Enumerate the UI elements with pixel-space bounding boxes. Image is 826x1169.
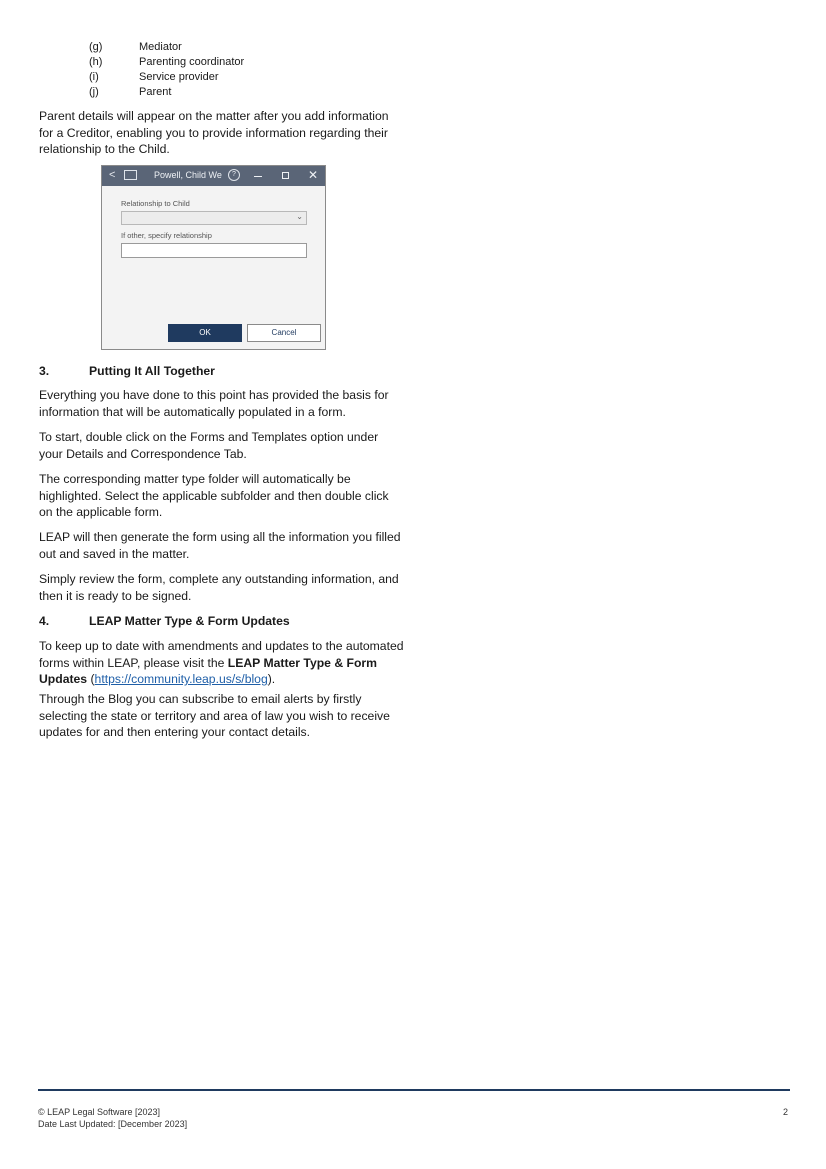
- updates-bold: LEAP Matter Type & Form Updates: [39, 655, 377, 686]
- dialog-title: Powell, Child We: [154, 170, 222, 180]
- relationship-select[interactable]: [121, 211, 307, 225]
- list-item-text: Service provider: [139, 71, 219, 83]
- section-title: Putting It All Together: [89, 364, 215, 378]
- dialog-titlebar: [102, 166, 325, 186]
- paragraph: The corresponding matter type folder will automatically be highlighted. Select the applicable subfolder and then double click on the applicable form.: [39, 472, 389, 519]
- updates-paragraph: [39, 638, 407, 688]
- list-item-label: (j): [89, 86, 99, 98]
- paragraph: LEAP will then generate the form using all the information you filled out and saved in the matter.: [39, 530, 401, 561]
- cancel-button[interactable]: Cancel: [247, 324, 321, 342]
- back-icon[interactable]: <: [109, 169, 116, 181]
- section-number: 3.: [39, 364, 50, 378]
- relationship-dialog: [101, 165, 326, 350]
- minimize-icon[interactable]: [254, 176, 262, 177]
- page-number: 2: [782, 1107, 788, 1117]
- section-number: 4.: [39, 614, 50, 628]
- list-item-text: Parent: [139, 86, 172, 98]
- help-icon[interactable]: ?: [228, 169, 240, 181]
- paren-open: (: [87, 672, 95, 686]
- paragraph: To start, double click on the Forms and Templates option under your Details and Correspondence Tab.: [39, 430, 379, 461]
- footer-rule: [38, 1089, 790, 1091]
- footer-updated: Date Last Updated: [December 2023]: [38, 1119, 188, 1129]
- paren-close: ).: [267, 672, 276, 686]
- maximize-icon[interactable]: [282, 172, 289, 179]
- other-relationship-label: If other, specify relationship: [121, 231, 212, 240]
- intro-paragraph: Parent details will appear on the matter after you add information for a Creditor, enabling you to provide information regarding their relationship to the Child.: [39, 109, 389, 156]
- list-item-label: (i): [89, 71, 99, 83]
- section-title: LEAP Matter Type & Form Updates: [89, 614, 290, 628]
- paragraph: Through the Blog you can subscribe to email alerts by firstly selecting the state or territory and area of law you wish to receive updates for and then entering your contact details.: [39, 692, 390, 739]
- list-item-label: (g): [89, 41, 103, 53]
- updates-text: To keep up to date with amendments and updates to the automated forms within LEAP, please visit the: [39, 639, 404, 670]
- blog-link[interactable]: https://community.leap.us/s/blog: [94, 672, 268, 686]
- relationship-label: Relationship to Child: [121, 199, 190, 208]
- list-item-text: Mediator: [139, 41, 182, 53]
- paragraph: Simply review the form, complete any outstanding information, and then it is ready to be signed.: [39, 572, 399, 603]
- list-item-text: Parenting coordinator: [139, 56, 245, 68]
- footer-copyright: © LEAP Legal Software [2023]: [38, 1107, 161, 1117]
- other-relationship-input[interactable]: [121, 243, 307, 258]
- list-item-label: (h): [89, 56, 103, 68]
- close-icon[interactable]: ✕: [308, 168, 319, 182]
- paragraph: Everything you have done to this point has provided the basis for information that will be automatically populated in a form.: [39, 388, 389, 419]
- chevron-down-icon: ⌄: [296, 212, 303, 221]
- folder-icon: [124, 170, 137, 180]
- ok-button[interactable]: OK: [168, 324, 242, 342]
